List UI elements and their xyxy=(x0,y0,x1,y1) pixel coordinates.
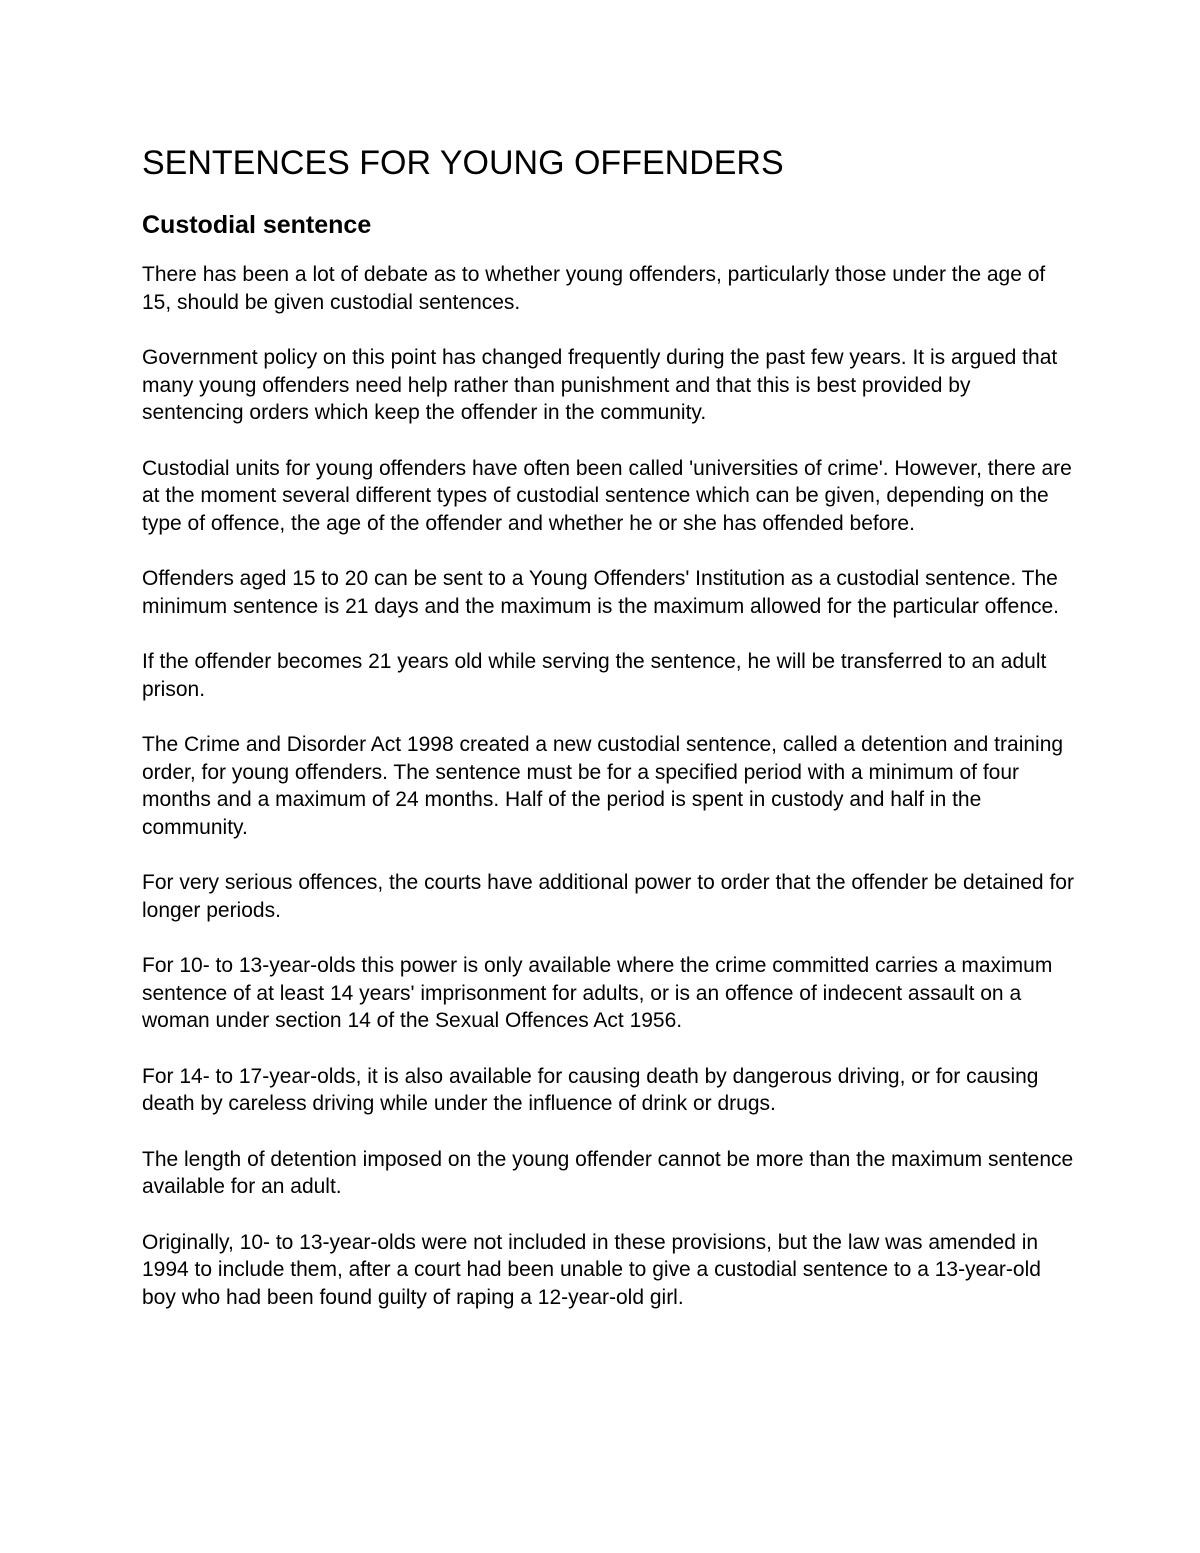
paragraph-2: Government policy on this point has changed frequently during the past few years. It is argued that many young offenders need help rather than punishment and that this is best provided by sentencing orders which keep the offender in the community. xyxy=(142,346,1058,424)
section-heading: Custodial sentence xyxy=(142,211,372,239)
paragraph-9: For 14- to 17-year-olds, it is also available for causing death by dangerous driving, or for causing death by careless driving while under the influence of drink or drugs. xyxy=(142,1064,1039,1115)
paragraph-4: Offenders aged 15 to 20 can be sent to a Young Offenders' Institution as a custodial sentence. The minimum sentence is 21 days and the maximum is the maximum allowed for the particular offence. xyxy=(142,567,1060,618)
document-title: SENTENCES FOR YOUNG OFFENDERS xyxy=(142,144,784,182)
paragraph-6: The Crime and Disorder Act 1998 created a new custodial sentence, called a detention and training order, for young offenders. The sentence must be for a specified period with a minimum of four months and a maximum of 24 months. Half of the period is spent in custody and half in the community. xyxy=(142,733,1064,839)
paragraph-5: If the offender becomes 21 years old while serving the sentence, he will be transferred to an adult prison. xyxy=(142,650,1047,701)
document-page xyxy=(142,140,1077,1339)
paragraph-8: For 10- to 13-year-olds this power is only available where the crime committed carries a maximum sentence of at least 14 years' imprisonment for adults, or is an offence of indecent assault on a woman under section 14 of the Sexual Offences Act 1956. xyxy=(142,954,1053,1032)
paragraph-7: For very serious offences, the courts have additional power to order that the offender be detained for longer periods. xyxy=(142,871,1074,922)
paragraph-10: The length of detention imposed on the young offender cannot be more than the maximum sentence available for an adult. xyxy=(142,1147,1074,1198)
paragraph-11: Originally, 10- to 13-year-olds were not included in these provisions, but the law was amended in 1994 to include them, after a court had been unable to give a custodial sentence to a 13-year-old boy who had been found guilty of raping a 12-year-old girl. xyxy=(142,1230,1041,1309)
paragraph-3: Custodial units for young offenders have often been called 'universities of crime'. However, there are at the moment several different types of custodial sentence which can be given, depending on the type of offence, the age of the offender and whether he or she has offended before. xyxy=(142,456,1072,535)
paragraph-1: There has been a lot of debate as to whether young offenders, particularly those under the age of 15, should be given custodial sentences. xyxy=(142,263,1046,314)
